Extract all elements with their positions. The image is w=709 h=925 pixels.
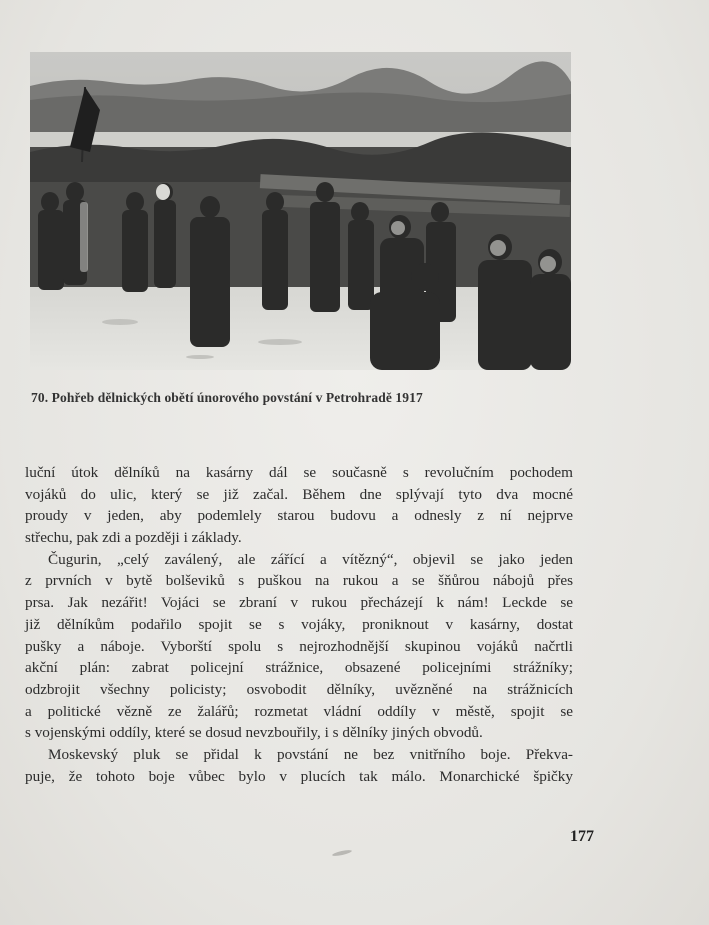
print-smudge — [332, 849, 352, 857]
text-line: střechu, pak zdi a později i základy. — [25, 529, 242, 547]
body-text — [25, 462, 573, 787]
text-line: s vojenskými oddíly, které se dosud nevzbouřily, i s dělníky jiných obvodů. — [25, 724, 483, 742]
text-line: a politické vězně ze žalářů; rozmetat vládní oddíly v městě, spojit se — [25, 702, 573, 720]
text-line: proudy v jeden, aby podemlely starou budovu a odnesly z ní nejprve — [25, 507, 573, 525]
figure-caption: 70. Pohřeb dělnických obětí únorového povstání v Petrohradě 1917 — [31, 390, 423, 405]
text-line: akční plán: zabrat policejní strážnice, obsazené policejními strážníky; — [25, 659, 573, 677]
text-line: pušky a náboje. Vyborští spolu s nejrozhodnější skupinou vojáků načrtli — [25, 637, 573, 655]
funeral-photograph — [30, 52, 571, 370]
paragraph-start-line: Moskevský pluk se přidal k povstání ne bez vnitřního boje. Překva- — [48, 745, 573, 763]
page-number: 177 — [570, 828, 594, 845]
text-line: luční útok dělníků na kasárny dál se současně s revolučním pochodem — [25, 464, 573, 481]
text-line: prsa. Jak nezářit! Vojáci se zbraní v rukou přecházejí k nám! Leckde se — [25, 594, 573, 612]
text-line: puje, že tohoto boje vůbec bylo v plucích tak málo. Monarchické špičky — [25, 767, 573, 785]
text-line: již dělníkům podařilo spojit se s vojáky, proniknout v kasárny, dostat — [25, 615, 573, 633]
text-line: odzbrojit všechny policisty; osvobodit dělníky, uvězněné na strážnicích — [25, 680, 573, 698]
text-line: vojáků do ulic, který se již začal. Během dne splývají tyto dva mocné — [25, 485, 573, 503]
paragraph-start-line: Čugurin, „celý zaválený, ale zářící a vítězný“, objevil se jako jeden — [48, 550, 573, 568]
photo-illustration — [30, 52, 571, 370]
text-line: z prvních v bytě bolševiků s puškou na rukou a se šňůrou nábojů přes — [25, 572, 573, 590]
